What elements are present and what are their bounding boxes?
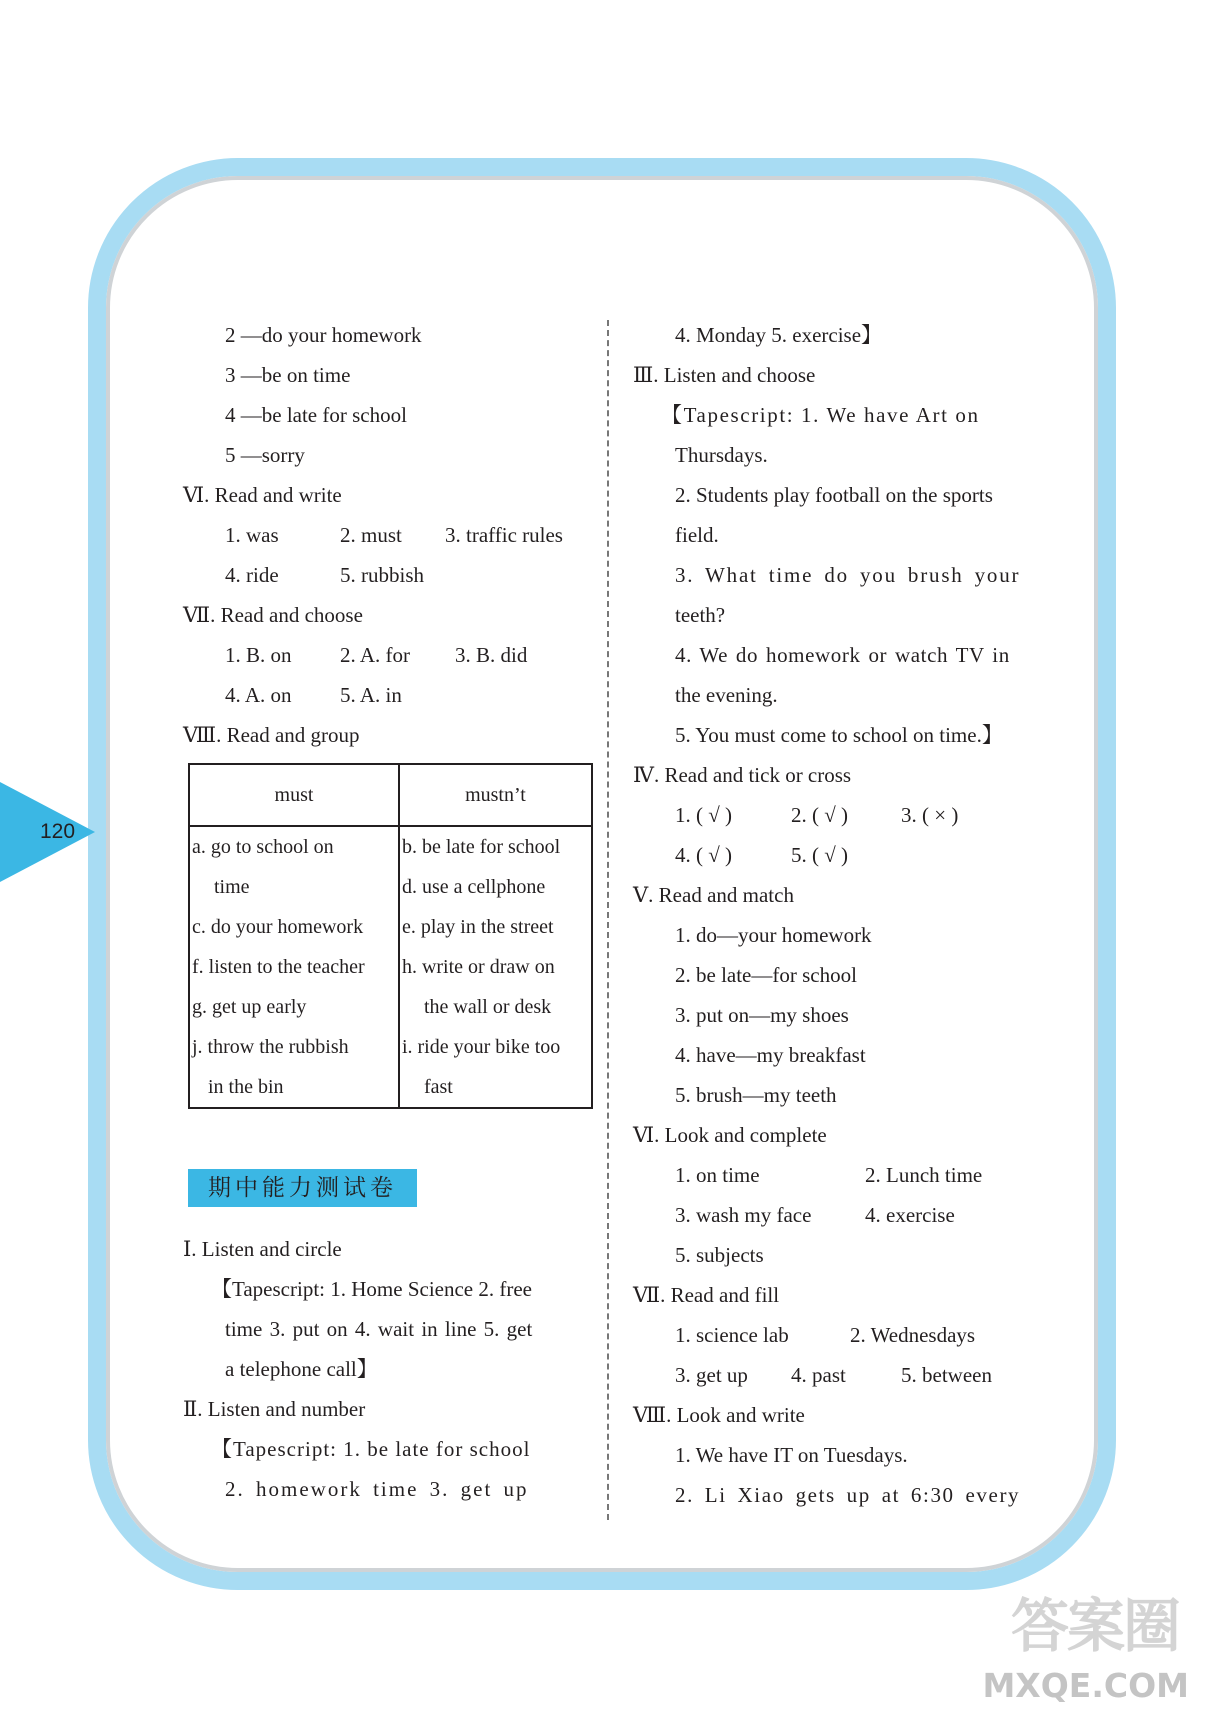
tapescript-line: teeth? — [675, 603, 726, 627]
answer-row — [633, 1235, 1045, 1275]
mustnt-cell — [399, 826, 592, 1108]
answer: 1. on time — [675, 1163, 760, 1187]
answer-row — [633, 835, 1045, 875]
match-line: 5 —sorry — [225, 443, 305, 467]
answer: 4. ride — [225, 563, 279, 587]
table-item: h. write or draw on — [401, 956, 555, 978]
match-line: 4. have—my breakfast — [675, 1043, 866, 1067]
answer: 3. B. did — [455, 643, 528, 667]
tapescript-line: 4. We do homework or watch TV in — [675, 643, 1010, 667]
answer-line: 2. Li Xiao gets up at 6:30 every — [675, 1483, 1021, 1507]
answer: 4. exercise — [865, 1203, 955, 1227]
table-item: in the bin — [208, 1076, 284, 1098]
tapescript-line: 【Tapescript: 1. We have Art on — [661, 403, 980, 427]
tapescript-line: a telephone call】 — [225, 1357, 378, 1381]
match-line: 5. brush—my teeth — [675, 1083, 837, 1107]
table-item: i. ride your bike too — [401, 1036, 561, 1058]
answer: 5. rubbish — [340, 563, 424, 587]
match-line: 2 —do your homework — [225, 323, 422, 347]
section-heading: Ⅷ. Read and group — [183, 723, 360, 747]
section-heading: Ⅱ. Listen and number — [183, 1397, 366, 1421]
watermark-logo-text: 答案圈 — [1010, 1592, 1179, 1660]
answer-row — [183, 555, 593, 595]
tapescript-line: the evening. — [675, 683, 778, 707]
answer: 1. was — [225, 523, 279, 547]
match-line: 4 —be late for school — [225, 403, 407, 427]
group-table — [188, 763, 593, 1109]
answer: 2. Lunch time — [865, 1163, 983, 1187]
left-column — [183, 315, 593, 1509]
tapescript-line: field. — [675, 523, 719, 547]
section-heading: Ⅲ. Listen and choose — [633, 363, 816, 387]
answer: 1. ( √ ) — [675, 803, 733, 827]
answer: 1. B. on — [225, 643, 292, 667]
section-heading: Ⅰ. Listen and circle — [183, 1237, 342, 1261]
section-heading: Ⅵ. Read and write — [183, 483, 342, 507]
table-item: b. be late for school — [401, 836, 561, 858]
answer: 3. get up — [675, 1363, 748, 1387]
table-item: d. use a cellphone — [401, 876, 546, 898]
answer-row — [633, 795, 1045, 835]
table-item: c. do your homework — [192, 916, 364, 938]
section-heading: Ⅳ. Read and tick or cross — [633, 763, 852, 787]
section-heading: Ⅶ. Read and choose — [183, 603, 363, 627]
answer: 4. ( √ ) — [675, 843, 733, 867]
table-header-mustnt: mustn’t — [399, 764, 592, 826]
tapescript-line: 3. What time do you brush your — [675, 563, 1021, 587]
must-cell — [189, 826, 399, 1108]
table-item: fast — [423, 1076, 453, 1098]
section-heading: Ⅶ. Read and fill — [633, 1283, 780, 1307]
right-column — [633, 315, 1045, 1515]
table-item: f. listen to the teacher — [192, 956, 365, 978]
answer: 2. must — [340, 523, 402, 547]
tapescript-line: 5. You must come to school on time.】 — [675, 723, 1003, 747]
table-item: e. play in the street — [401, 916, 554, 938]
answer: 3. traffic rules — [445, 523, 563, 547]
tapescript-line: 【Tapescript: 1. be late for school — [211, 1437, 531, 1461]
tapescript-line: 2. Students play football on the sports — [675, 483, 993, 507]
table-header-must: must — [189, 764, 399, 826]
section-heading: Ⅵ. Look and complete — [633, 1123, 827, 1147]
answer-row — [183, 675, 593, 715]
table-item: a. go to school on — [192, 836, 334, 858]
answer: 2. ( √ ) — [791, 803, 849, 827]
answer-row — [633, 1315, 1045, 1355]
section-heading: Ⅴ. Read and match — [633, 883, 794, 907]
match-line: 3 —be on time — [225, 363, 351, 387]
answer: 5. subjects — [675, 1243, 764, 1267]
match-line: 1. do—your homework — [675, 923, 872, 947]
answer: 4. past — [791, 1363, 846, 1387]
match-line: 3. put on—my shoes — [675, 1003, 849, 1027]
answer-row: 4. Monday 5. exercise】 — [675, 323, 883, 347]
tapescript-line: time 3. put on 4. wait in line 5. get — [225, 1317, 533, 1341]
tapescript-line: 【Tapescript: 1. Home Science 2. free — [211, 1277, 532, 1301]
answer: 4. A. on — [225, 683, 292, 707]
tapescript-line: Thursdays. — [675, 443, 768, 467]
watermark-url: MXQE.COM — [982, 1666, 1189, 1705]
answer: 2. A. for — [340, 643, 410, 667]
table-item: g. get up early — [192, 996, 307, 1018]
answer: 1. science lab — [675, 1323, 789, 1347]
answer: 5. A. in — [340, 683, 402, 707]
answer-row — [633, 1195, 1045, 1235]
tapescript-line: 2. homework time 3. get up — [225, 1477, 529, 1501]
site-watermark — [982, 1579, 1189, 1709]
section-banner: 期中能力测试卷 — [188, 1169, 417, 1207]
answer: 5. between — [901, 1363, 992, 1387]
column-divider — [607, 320, 609, 1520]
section-heading: Ⅷ. Look and write — [633, 1403, 805, 1427]
answer: 5. ( √ ) — [791, 843, 849, 867]
answer-row — [183, 635, 593, 675]
page-number: 120 — [40, 820, 76, 843]
table-item: the wall or desk — [423, 996, 552, 1018]
answer-row — [183, 515, 593, 555]
answer: 3. ( × ) — [901, 803, 959, 827]
table-item: time — [214, 876, 250, 898]
answer: 3. wash my face — [675, 1203, 812, 1227]
answer-row — [633, 1155, 1045, 1195]
table-item: j. throw the rubbish — [192, 1036, 349, 1058]
answer-line: 1. We have IT on Tuesdays. — [675, 1443, 908, 1467]
answer: 2. Wednesdays — [850, 1323, 976, 1347]
answer-row — [633, 1355, 1045, 1395]
match-line: 2. be late—for school — [675, 963, 857, 987]
